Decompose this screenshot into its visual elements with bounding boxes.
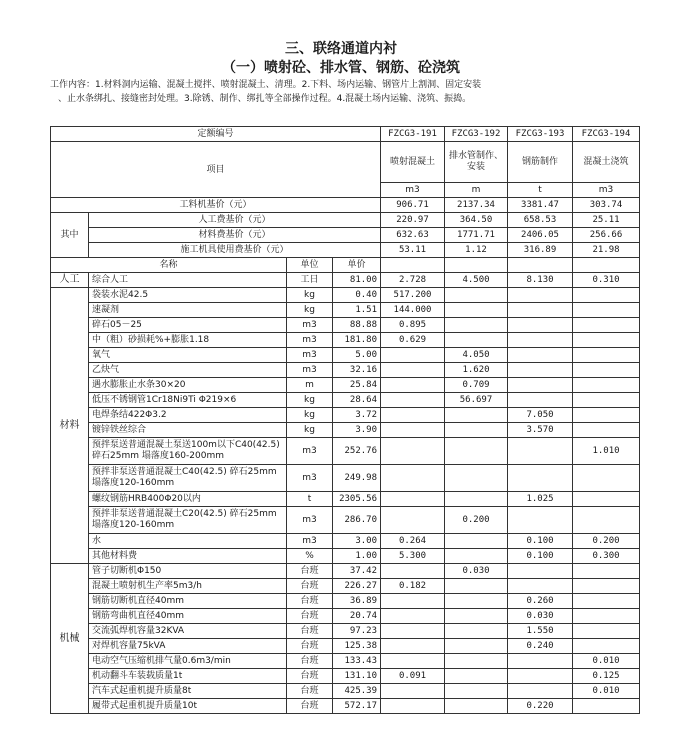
resource-name: 履带式起重机提升质量10t [89, 699, 287, 714]
resource-quantity [508, 654, 573, 669]
machine-resource-row [51, 579, 640, 594]
resource-unit: t [287, 492, 333, 507]
base-price-value: 906.71 [381, 198, 445, 213]
labor-cost-value: 220.97 [381, 213, 445, 228]
resource-name: 速凝剂 [89, 303, 287, 318]
resource-unit: kg [287, 408, 333, 423]
resource-quantity [381, 684, 445, 699]
resource-unit-price: 3.72 [333, 408, 381, 423]
resource-quantity [381, 363, 445, 378]
resource-quantity: 3.570 [508, 423, 573, 438]
of-which-label: 其中 [51, 213, 89, 258]
resource-quantity [381, 507, 445, 534]
material-resource-row [51, 438, 640, 465]
resource-name: 汽车式起重机提升质量8t [89, 684, 287, 699]
unit-column-head: 单位 [287, 258, 333, 273]
resource-quantity [381, 639, 445, 654]
resource-quantity [445, 654, 508, 669]
resource-quantity [445, 624, 508, 639]
resource-quantity: 0.091 [381, 669, 445, 684]
resource-quantity: 0.629 [381, 333, 445, 348]
resource-quantity [508, 579, 573, 594]
resource-quantity: 56.697 [445, 393, 508, 408]
machine-resource-row [51, 564, 640, 579]
resource-quantity: 0.010 [573, 684, 640, 699]
resource-quantity [508, 507, 573, 534]
resource-name: 对焊机容量75kVA [89, 639, 287, 654]
work-content-line-1: 工作内容：1.材料洞内运输、混凝土搅拌、喷射混凝土、清理。2.下料、场内运输、钢管片上割洞、固定安装 [50, 80, 482, 90]
resource-unit-price: 226.27 [333, 579, 381, 594]
resource-unit: m3 [287, 438, 333, 465]
resource-name: 水 [89, 534, 287, 549]
material-resource-row [51, 492, 640, 507]
material-cost-row [51, 228, 640, 243]
resource-quantity [573, 507, 640, 534]
material-resource-row [51, 378, 640, 393]
quota-code: FZCG3-193 [508, 127, 573, 142]
resource-unit-price: 1.00 [333, 549, 381, 564]
machine-cost-value: 53.11 [381, 243, 445, 258]
base-price-label: 工料机基价（元） [51, 198, 381, 213]
resource-quantity [445, 669, 508, 684]
machine-cost-row [51, 243, 640, 258]
empty-cell [508, 258, 573, 273]
resource-quantity: 0.125 [573, 669, 640, 684]
resource-quantity [573, 492, 640, 507]
resource-quantity: 0.182 [381, 579, 445, 594]
resource-quantity [445, 408, 508, 423]
quota-no-row [51, 127, 640, 142]
resource-quantity: 5.300 [381, 549, 445, 564]
resource-unit-price: 32.16 [333, 363, 381, 378]
resource-unit: 台班 [287, 579, 333, 594]
empty-cell [445, 258, 508, 273]
resource-name: 预拌非泵送普通混凝土C40(42.5) 碎石25mm 塌落度120-160mm [89, 465, 287, 492]
resource-quantity [573, 318, 640, 333]
resource-unit-price: 37.42 [333, 564, 381, 579]
machine-cost-value: 316.89 [508, 243, 573, 258]
resource-quantity [445, 594, 508, 609]
machine-resource-row [51, 624, 640, 639]
quota-no-label: 定额编号 [51, 127, 381, 142]
material-resource-row [51, 363, 640, 378]
resource-unit-price: 20.74 [333, 609, 381, 624]
resource-unit-price: 2305.56 [333, 492, 381, 507]
work-content [50, 78, 630, 106]
resource-quantity [508, 564, 573, 579]
resource-name: 电焊条结422Φ3.2 [89, 408, 287, 423]
machine-cost-value: 1.12 [445, 243, 508, 258]
machine-resource-row [51, 699, 640, 714]
resource-quantity [573, 579, 640, 594]
resource-name: 预拌非泵送普通混凝土C20(42.5) 碎石25mm 塌落度120-160mm [89, 507, 287, 534]
resource-name: 中（粗）砂损耗%+膨胀1.18 [89, 333, 287, 348]
material-resource-row [51, 465, 640, 492]
item-name: 钢筋制作 [508, 142, 573, 183]
resource-quantity [508, 318, 573, 333]
resource-unit: 台班 [287, 669, 333, 684]
item-unit: m3 [573, 183, 640, 198]
resource-unit-price: 25.84 [333, 378, 381, 393]
material-cost-value: 2406.05 [508, 228, 573, 243]
resource-quantity: 0.240 [508, 639, 573, 654]
resource-quantity [573, 639, 640, 654]
resource-name: 电动空气压缩机排气量0.6m3/min [89, 654, 287, 669]
resource-unit: 台班 [287, 564, 333, 579]
resource-unit-price: 81.00 [333, 273, 381, 288]
resource-quantity [445, 423, 508, 438]
machine-resource-row [51, 654, 640, 669]
resource-quantity [381, 609, 445, 624]
section-title: 三、联络通道内衬 [285, 41, 397, 57]
resource-name: 混凝土喷射机生产率5m3/h [89, 579, 287, 594]
resource-unit-price: 97.23 [333, 624, 381, 639]
resource-quantity [508, 465, 573, 492]
resource-quantity [445, 303, 508, 318]
resource-name: 综合人工 [89, 273, 287, 288]
resource-name: 乙炔气 [89, 363, 287, 378]
resource-unit: m3 [287, 318, 333, 333]
resource-unit-price: 252.76 [333, 438, 381, 465]
resource-quantity [508, 438, 573, 465]
resource-quantity [445, 438, 508, 465]
material-resource-row [51, 507, 640, 534]
resource-quantity [508, 333, 573, 348]
resource-quantity [573, 303, 640, 318]
resource-unit: m3 [287, 534, 333, 549]
resource-quantity [573, 609, 640, 624]
name-column-head: 名称 [51, 258, 287, 273]
resource-quantity [508, 303, 573, 318]
material-resource-row [51, 288, 640, 303]
resource-quantity [573, 594, 640, 609]
resource-unit: m3 [287, 363, 333, 378]
material-resource-row [51, 534, 640, 549]
resource-quantity [445, 288, 508, 303]
item-name: 喷射混凝土 [381, 142, 445, 183]
resource-quantity [381, 492, 445, 507]
resource-quantity [445, 699, 508, 714]
resource-unit: kg [287, 423, 333, 438]
resource-quantity [573, 624, 640, 639]
resource-quantity [381, 465, 445, 492]
resource-quantity: 0.310 [573, 273, 640, 288]
labor-cost-value: 25.11 [573, 213, 640, 228]
resource-name: 镀锌铁丝综合 [89, 423, 287, 438]
resource-quantity [445, 534, 508, 549]
labor-resource-row [51, 273, 640, 288]
resource-quantity [573, 333, 640, 348]
resource-name: 钢筋弯曲机直径40mm [89, 609, 287, 624]
resource-name: 预拌泵送普通混凝土泵送100m以下C40(42.5) 碎石25mm 塌落度160-200mm [89, 438, 287, 465]
material-cost-value: 632.63 [381, 228, 445, 243]
resource-quantity: 0.709 [445, 378, 508, 393]
resource-quantity [445, 609, 508, 624]
resource-unit-price: 249.98 [333, 465, 381, 492]
material-category-label: 材料 [51, 288, 89, 564]
machine-cost-value: 21.98 [573, 243, 640, 258]
resource-unit-price: 286.70 [333, 507, 381, 534]
material-resource-row [51, 423, 640, 438]
resource-unit: 台班 [287, 654, 333, 669]
resource-quantity [573, 408, 640, 423]
price-column-head: 单价 [333, 258, 381, 273]
resource-quantity: 0.010 [573, 654, 640, 669]
resource-quantity: 2.728 [381, 273, 445, 288]
resource-quantity [381, 438, 445, 465]
item-name: 排水管制作、安装 [445, 142, 508, 183]
resource-quantity [573, 393, 640, 408]
material-cost-value: 1771.71 [445, 228, 508, 243]
resource-quantity: 0.100 [508, 549, 573, 564]
resource-unit: 台班 [287, 609, 333, 624]
item-unit: m [445, 183, 508, 198]
material-resource-row [51, 333, 640, 348]
resource-quantity: 0.220 [508, 699, 573, 714]
resource-quantity [445, 318, 508, 333]
resource-unit-price: 88.88 [333, 318, 381, 333]
resource-quantity [573, 348, 640, 363]
resource-unit-price: 131.10 [333, 669, 381, 684]
resource-unit: 台班 [287, 594, 333, 609]
resource-name: 氧气 [89, 348, 287, 363]
resource-quantity [445, 465, 508, 492]
resource-quantity [573, 288, 640, 303]
resource-quantity [508, 288, 573, 303]
resource-unit: 台班 [287, 684, 333, 699]
material-resource-row [51, 348, 640, 363]
resource-unit: m3 [287, 333, 333, 348]
resource-quantity [381, 624, 445, 639]
resource-name: 其他材料费 [89, 549, 287, 564]
work-content-line-2: 、止水条绑扎、接缝密封处理。3.除锈、制作、绑扎等全部操作过程。4.混凝土场内运输、浇筑、振捣。 [58, 94, 472, 104]
machine-resource-row [51, 669, 640, 684]
resource-unit: m [287, 378, 333, 393]
labor-cost-label: 人工费基价（元） [89, 213, 381, 228]
machine-resource-row [51, 594, 640, 609]
resource-quantity: 0.264 [381, 534, 445, 549]
resource-unit: 工日 [287, 273, 333, 288]
resource-quantity [381, 423, 445, 438]
material-resource-row [51, 549, 640, 564]
resource-unit: % [287, 549, 333, 564]
resource-quantity [381, 564, 445, 579]
resource-quantity: 144.000 [381, 303, 445, 318]
resource-quantity [445, 684, 508, 699]
column-head-row [51, 258, 640, 273]
resource-unit-price: 425.39 [333, 684, 381, 699]
material-resource-row [51, 408, 640, 423]
resource-unit-price: 133.43 [333, 654, 381, 669]
resource-quantity [381, 393, 445, 408]
resource-quantity [445, 549, 508, 564]
resource-unit: 台班 [287, 624, 333, 639]
resource-unit-price: 125.38 [333, 639, 381, 654]
labor-cost-row [51, 213, 640, 228]
resource-quantity [573, 363, 640, 378]
resource-quantity [381, 594, 445, 609]
resource-quantity: 1.620 [445, 363, 508, 378]
resource-quantity [381, 378, 445, 393]
resource-quantity [573, 699, 640, 714]
resource-quantity [445, 492, 508, 507]
resource-quantity [445, 333, 508, 348]
resource-quantity: 0.200 [445, 507, 508, 534]
resource-quantity: 4.050 [445, 348, 508, 363]
resource-quantity [573, 564, 640, 579]
resource-quantity: 0.100 [508, 534, 573, 549]
resource-quantity: 0.895 [381, 318, 445, 333]
resource-quantity [508, 363, 573, 378]
labor-cost-value: 364.50 [445, 213, 508, 228]
machine-resource-row [51, 639, 640, 654]
resource-quantity [508, 348, 573, 363]
material-cost-value: 256.66 [573, 228, 640, 243]
resource-name: 交流弧焊机容量32KVA [89, 624, 287, 639]
machine-category-label: 机械 [51, 564, 89, 714]
resource-quantity: 8.130 [508, 273, 573, 288]
material-resource-row [51, 318, 640, 333]
item-label: 项目 [51, 142, 381, 198]
item-unit: m3 [381, 183, 445, 198]
resource-quantity [508, 378, 573, 393]
empty-cell [573, 258, 640, 273]
resource-unit: m3 [287, 507, 333, 534]
resource-quantity: 0.030 [445, 564, 508, 579]
quota-table-wrap [50, 126, 639, 711]
resource-quantity [573, 378, 640, 393]
resource-unit: 台班 [287, 639, 333, 654]
material-cost-label: 材料费基价（元） [89, 228, 381, 243]
resource-quantity [381, 654, 445, 669]
resource-unit: kg [287, 288, 333, 303]
resource-quantity [573, 465, 640, 492]
resource-quantity [381, 408, 445, 423]
resource-unit-price: 28.64 [333, 393, 381, 408]
resource-name: 碎石05－25 [89, 318, 287, 333]
resource-unit-price: 5.00 [333, 348, 381, 363]
resource-unit-price: 3.00 [333, 534, 381, 549]
resource-unit-price: 1.51 [333, 303, 381, 318]
item-name: 混凝土浇筑 [573, 142, 640, 183]
resource-name: 遇水膨胀止水条30×20 [89, 378, 287, 393]
machine-resource-row [51, 609, 640, 624]
labor-cost-value: 658.53 [508, 213, 573, 228]
resource-quantity: 1.550 [508, 624, 573, 639]
resource-name: 袋装水泥42.5 [89, 288, 287, 303]
resource-quantity: 0.260 [508, 594, 573, 609]
resource-unit-price: 181.80 [333, 333, 381, 348]
resource-unit: 台班 [287, 699, 333, 714]
resource-quantity: 7.050 [508, 408, 573, 423]
resource-quantity [573, 423, 640, 438]
resource-quantity [381, 699, 445, 714]
resource-quantity [508, 669, 573, 684]
material-resource-row [51, 393, 640, 408]
resource-name: 机动翻斗车装载质量1t [89, 669, 287, 684]
sub-title: （一）喷射砼、排水管、钢筋、砼浇筑 [222, 60, 460, 76]
resource-quantity: 0.300 [573, 549, 640, 564]
machine-cost-label: 施工机具使用费基价（元） [89, 243, 381, 258]
item-unit: t [508, 183, 573, 198]
base-price-value: 303.74 [573, 198, 640, 213]
resource-quantity [508, 393, 573, 408]
resource-unit: kg [287, 393, 333, 408]
resource-unit-price: 3.90 [333, 423, 381, 438]
resource-quantity: 1.010 [573, 438, 640, 465]
resource-quantity: 4.500 [445, 273, 508, 288]
resource-quantity [445, 579, 508, 594]
quota-code: FZCG3-194 [573, 127, 640, 142]
machine-resource-row [51, 684, 640, 699]
resource-unit-price: 572.17 [333, 699, 381, 714]
resource-unit-price: 0.40 [333, 288, 381, 303]
resource-quantity: 0.030 [508, 609, 573, 624]
resource-quantity [508, 684, 573, 699]
resource-unit-price: 36.89 [333, 594, 381, 609]
base-price-row [51, 198, 640, 213]
resource-unit: m3 [287, 465, 333, 492]
quota-code: FZCG3-192 [445, 127, 508, 142]
resource-name: 低压不锈钢管1Cr18Ni9Ti Φ219×6 [89, 393, 287, 408]
resource-name: 钢筋切断机直径40mm [89, 594, 287, 609]
resource-quantity [381, 348, 445, 363]
resource-unit: kg [287, 303, 333, 318]
empty-cell [381, 258, 445, 273]
resource-quantity: 0.200 [573, 534, 640, 549]
resource-quantity: 1.025 [508, 492, 573, 507]
resource-name: 螺纹钢筋HRB400Φ20以内 [89, 492, 287, 507]
base-price-value: 2137.34 [445, 198, 508, 213]
base-price-value: 3381.47 [508, 198, 573, 213]
resource-quantity: 517.200 [381, 288, 445, 303]
resource-name: 管子切断机Φ150 [89, 564, 287, 579]
labor-category-label: 人工 [51, 273, 89, 288]
quota-code: FZCG3-191 [381, 127, 445, 142]
material-resource-row [51, 303, 640, 318]
item-name-row [51, 142, 640, 183]
resource-unit: m3 [287, 348, 333, 363]
quota-table [50, 126, 640, 714]
resource-quantity [445, 639, 508, 654]
